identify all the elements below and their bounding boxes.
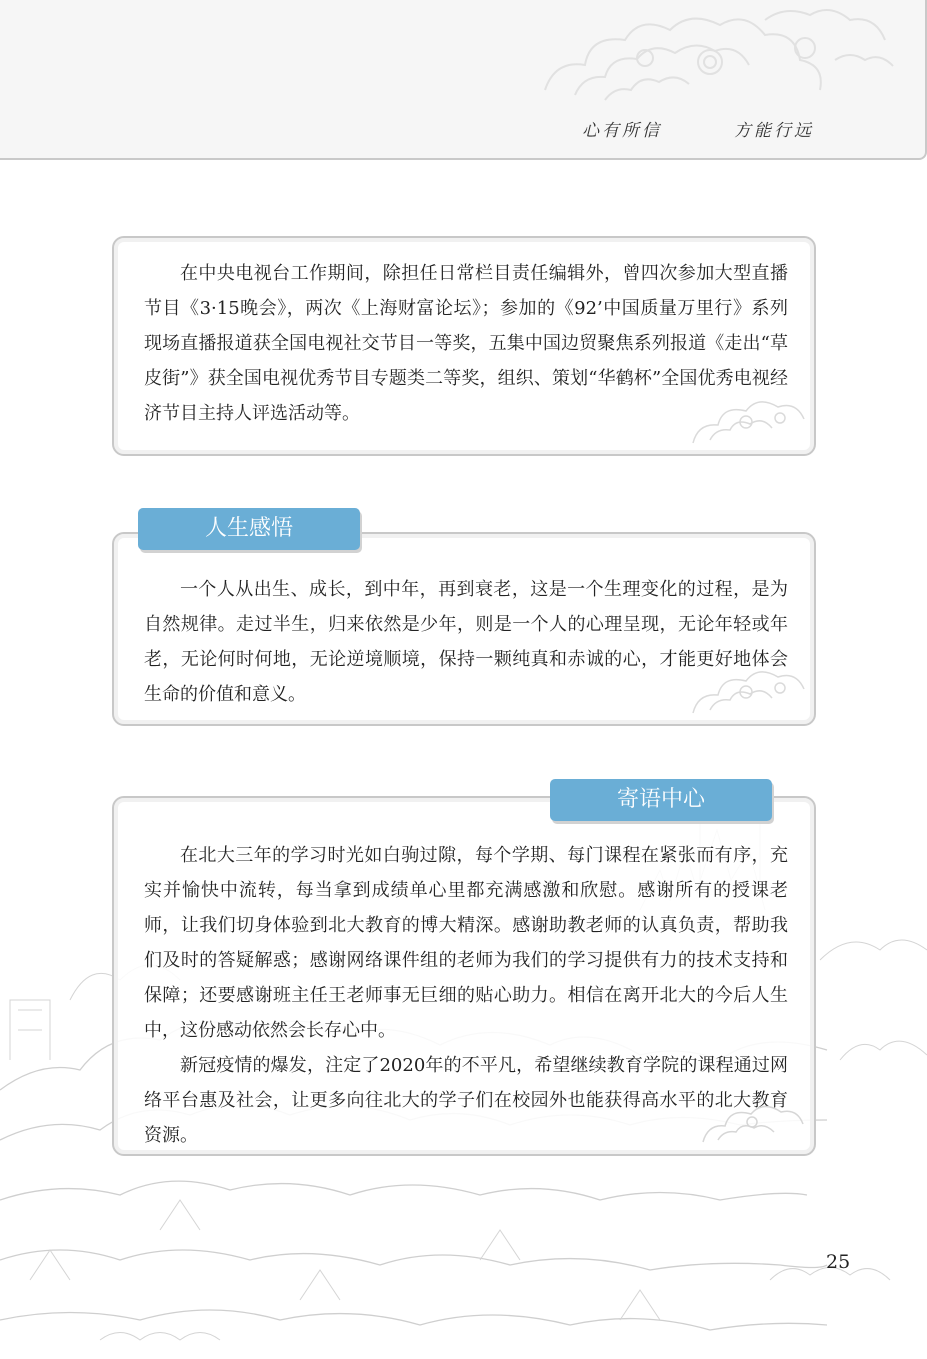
message-paragraph: 在北大三年的学习时光如白驹过隙，每个学期、每门课程在紧张而有序，充实并愉快中流转，每当拿到成绩单心里都充满感激和欣慰。感谢所有的授课老师，让我们切身体验到北大教育的博大精深。感谢助教老师的认真负责，帮助我们及时的答疑解惑；感谢网络课件组的老师为我们的学习提供有力的技术支持和保障；还要感谢班主任王老师事无巨细的贴心助力。相信在离开北大的今后人生中，这份感动依然会长存心中。	[144, 845, 788, 1041]
career-card	[112, 236, 816, 456]
page-number: 25	[826, 1251, 851, 1273]
section-title-life-insight: 人生感悟	[138, 508, 360, 550]
life-insight-paragraph: 一个人从出生、成长，到中年，再到衰老，这是一个生理变化的过程，是为自然规律。走过半生，归来依然是少年，则是一个人的心理呈现，无论年轻或年老，无论何时何地，无论逆境顺境，保持一颗纯真和赤诚的心，才能更好地体会生命的价值和意义。	[144, 579, 788, 705]
life-insight-card	[112, 532, 816, 726]
header-slogan-left: 心有所信	[582, 121, 662, 141]
career-paragraph: 在中央电视台工作期间，除担任日常栏目责任编辑外，曾四次参加大型直播节目《3·15晚会》，两次《上海财富论坛》；参加的《92’中国质量万里行》系列现场直播报道获全国电视社交节目一等奖，五集中国边贸聚焦系列报道《走出“草皮街”》获全国电视优秀节目专题类二等奖，组织、策划“华鹤杯”全国优秀电视经济节目主持人评选活动等。	[144, 263, 788, 424]
header-slogan-right: 方能行远	[734, 121, 814, 141]
cloud-pattern-icon	[688, 658, 808, 718]
section-title-message: 寄语中心	[550, 779, 772, 821]
message-card	[112, 796, 816, 1156]
header-band	[0, 0, 927, 160]
cloud-pattern-icon	[688, 388, 808, 448]
cloud-pattern-icon	[505, 0, 925, 110]
message-text	[144, 838, 788, 1153]
cloud-pattern-icon	[698, 1092, 808, 1148]
message-paragraph: 新冠疫情的爆发，注定了2020年的不平凡，希望继续教育学院的课程通过网络平台惠及社会，让更多向往北大的学子们在校园外也能获得高水平的北大教育资源。	[144, 1055, 788, 1146]
